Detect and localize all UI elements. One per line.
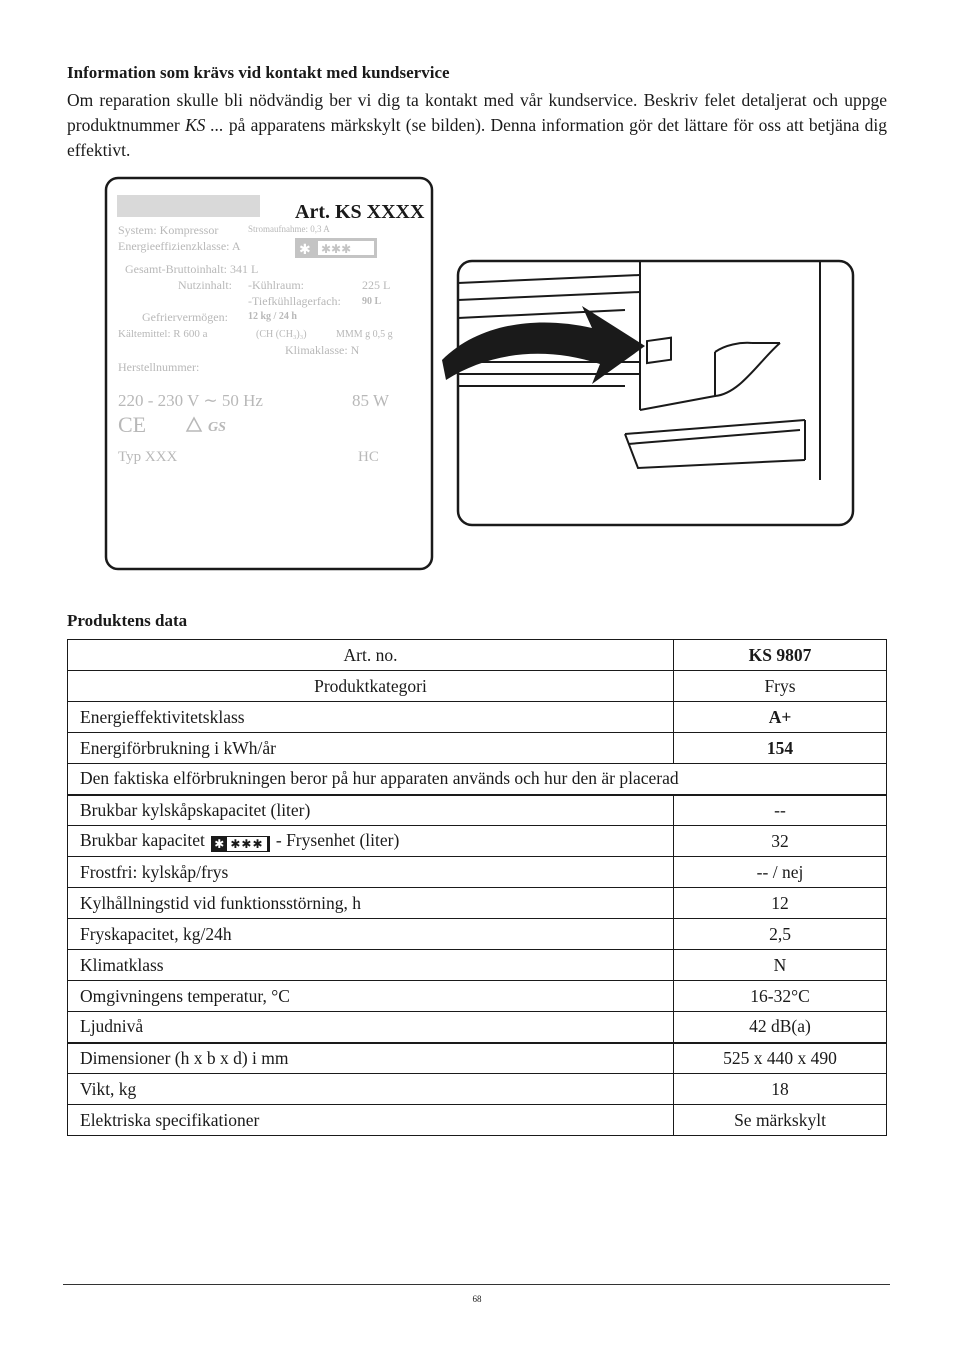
plate-net-label: Nutzinhalt: (178, 278, 232, 292)
row-label: Energiförbrukning i kWh/år (68, 733, 674, 764)
table-row (68, 702, 887, 733)
plate-mmm: MMM g 0,5 g (336, 329, 393, 340)
row-value: 2,5 (674, 919, 887, 950)
row-value: Frys (674, 671, 887, 702)
table-row (68, 733, 887, 764)
page-number: 68 (472, 1294, 482, 1304)
row-value: 18 (674, 1074, 887, 1105)
row-value: 154 (674, 733, 887, 764)
appliance-frame (458, 261, 853, 525)
plate-energy-class: Energieeffizienzklasse: A (118, 239, 241, 253)
data-heading: Produktens data (67, 611, 188, 630)
row-value: N (674, 950, 887, 981)
row-value: -- / nej (674, 857, 887, 888)
row-label: Vikt, kg (68, 1074, 674, 1105)
label-location-marker (647, 338, 671, 363)
plate-refrigerant: Kältemittel: R 600 a (118, 328, 208, 340)
row-value: Se märkskylt (674, 1105, 887, 1136)
plate-freezer-val: 90 L (362, 296, 382, 307)
row-label: Klimatklass (68, 950, 674, 981)
table-row (68, 1105, 887, 1136)
plate-freezer: -Tiefkühllagerfach: (248, 294, 341, 308)
rating-plate-illustration (0, 0, 954, 600)
plate-system: System: Kompressor (118, 223, 219, 237)
table-row (68, 640, 887, 671)
plate-watts: 85 W (352, 391, 389, 410)
table-row (68, 795, 887, 826)
row-label: Frostfri: kylskåp/frys (68, 857, 674, 888)
footer-divider (63, 1284, 890, 1285)
plate-serial: Herstellnummer: (118, 360, 200, 374)
row-value: -- (674, 795, 887, 826)
plate-gs: GS (208, 420, 226, 435)
row-label: Dimensioner (h x b x d) i mm (68, 1043, 674, 1074)
plate-power: Stromaufnahme: 0,3 A (248, 224, 330, 234)
plate-voltage: 220 - 230 V ∼ 50 Hz (118, 391, 263, 410)
rating-plate-blank-field (117, 195, 260, 217)
star-rating: ✱✱✱ (227, 837, 266, 851)
table-row (68, 981, 887, 1012)
row-value: 16-32°C (674, 981, 887, 1012)
table-row (68, 857, 887, 888)
table-row (68, 1043, 887, 1074)
row-value: A+ (674, 702, 887, 733)
row-label: Energieffektivitetsklass (68, 702, 674, 733)
plate-fridge-val: 225 L (362, 278, 391, 292)
row-value: 12 (674, 888, 887, 919)
row-label: Art. no. (68, 640, 674, 671)
plate-gross: Gesamt-Bruttoinhalt: 341 L (125, 262, 259, 276)
plate-type: Typ XXX (118, 449, 178, 465)
row-label: Fryskapacitet, kg/24h (68, 919, 674, 950)
plate-ce: CE (118, 412, 147, 437)
plate-formula: (CH (CH₃)₃) (256, 329, 307, 340)
plate-star-badge (295, 238, 377, 258)
row-label-after: - Frysenhet (liter) (275, 830, 400, 850)
para-product-code: KS ... (184, 115, 224, 135)
row-label: Elektriska specifikationer (68, 1105, 674, 1136)
para-text-2: på apparatens märkskylt (se bilden). Denna information gör det lättare för oss att betjäna dig effektivt. (67, 115, 887, 160)
row-label: Produktkategori (68, 671, 674, 702)
plate-title: Art. KS XXXX (295, 201, 425, 223)
row-value: KS 9807 (674, 640, 887, 671)
row-label: Kylhållningstid vid funktionsstörning, h (68, 888, 674, 919)
row-value: 42 dB(a) (674, 1012, 887, 1043)
row-label: Ljudnivå (68, 1012, 674, 1043)
table-row (68, 919, 887, 950)
plate-stars: ✱✱✱ (321, 242, 352, 256)
plate-freezing: Gefriervermögen: (142, 310, 228, 324)
plate-fridge: -Kühlraum: (248, 278, 304, 292)
plate-climate: Klimaklasse: N (285, 343, 360, 357)
row-label (68, 826, 674, 857)
row-label-before: Brukbar kapacitet (80, 830, 205, 850)
consumption-note: Den faktiska elförbrukningen beror på hur apparaten används och hur den är placerad (68, 764, 887, 795)
row-label: Omgivningens temperatur, °C (68, 981, 674, 1012)
row-value: 32 (674, 826, 887, 857)
table-row (68, 764, 887, 795)
row-value: 525 x 440 x 490 (674, 1043, 887, 1074)
table-row (68, 950, 887, 981)
plate-hc: HC (358, 449, 379, 465)
table-row (68, 1074, 887, 1105)
service-heading: Information som krävs vid kontakt med kundservice (67, 63, 450, 82)
freezer-star-icon: ✱ ✱✱✱ (211, 836, 269, 852)
table-row (68, 888, 887, 919)
table-row (68, 826, 887, 857)
product-data-table (67, 639, 887, 1136)
row-label: Brukbar kylskåpskapacitet (liter) (68, 795, 674, 826)
plate-freezing-val: 12 kg / 24 h (248, 311, 297, 322)
table-row (68, 1012, 887, 1043)
table-row (68, 671, 887, 702)
svg-text:✱: ✱ (299, 242, 311, 258)
para-text-1: Om reparation skulle bli nödvändig ber vi dig ta kontakt med vår kundservice. Beskriv felet detaljerat och uppge produktnummer (67, 90, 887, 135)
